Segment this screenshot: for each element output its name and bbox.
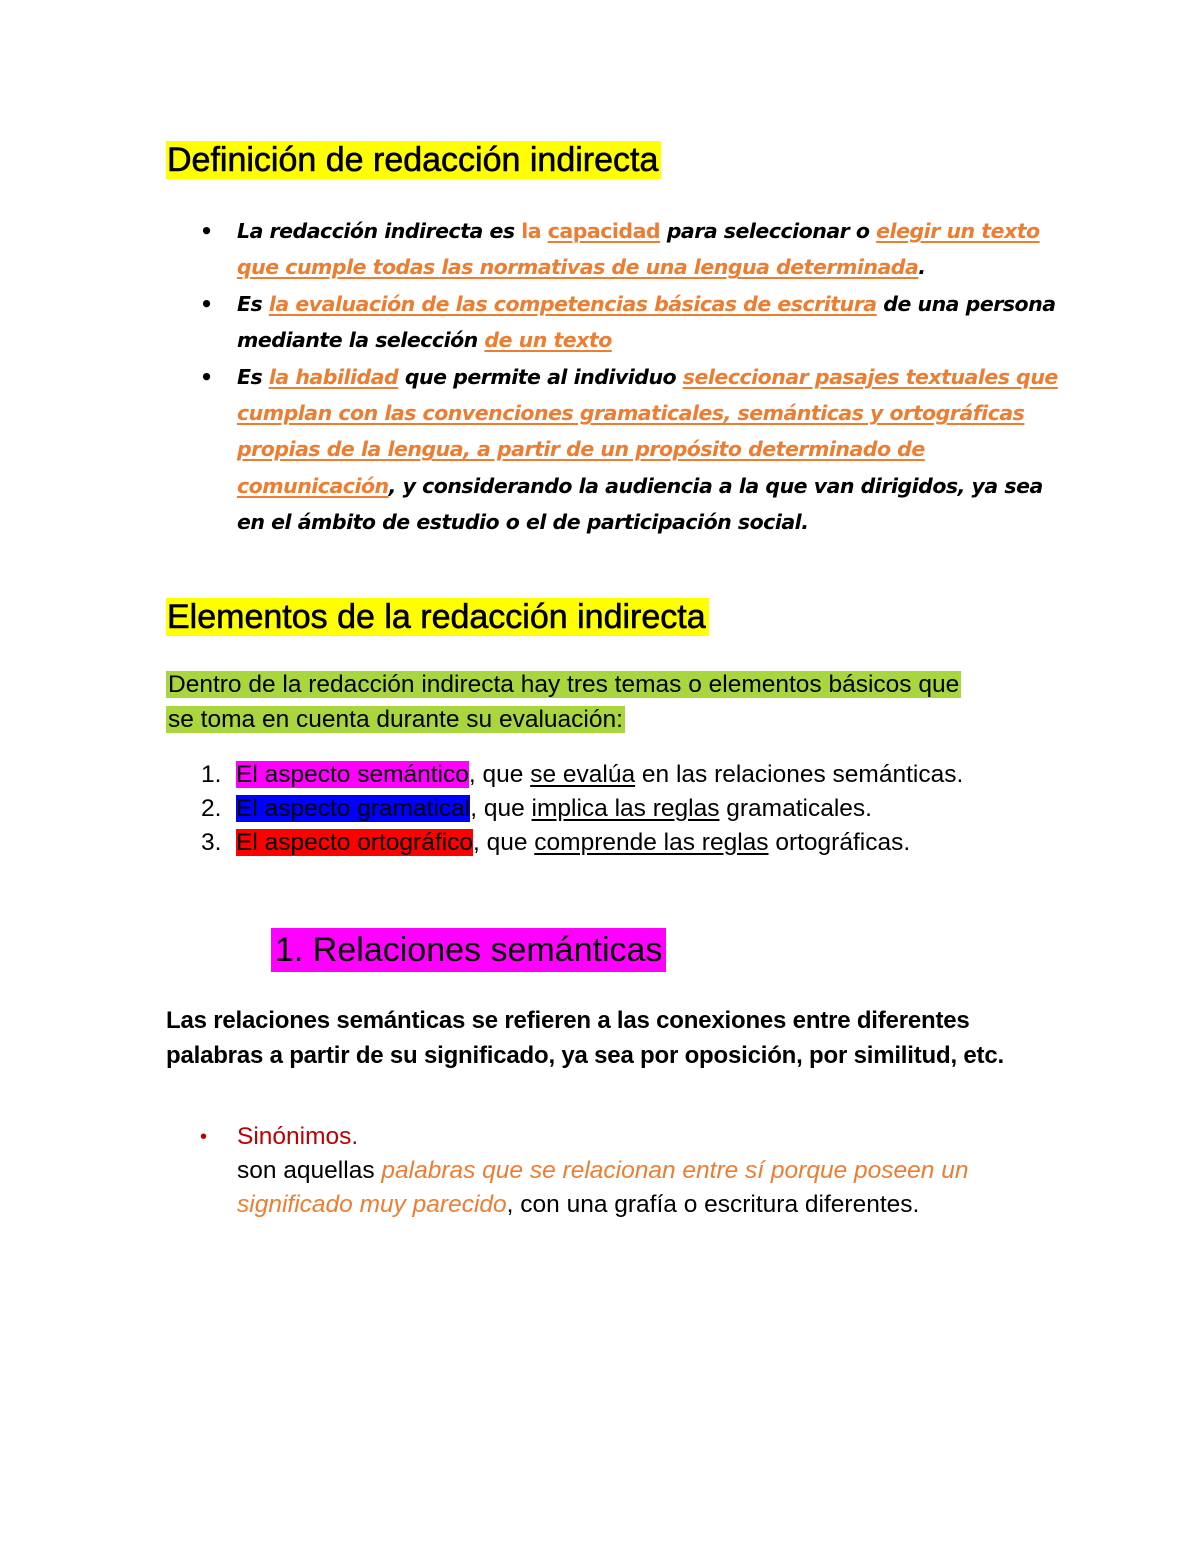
relations-list	[166, 1120, 1066, 1222]
text-run: para seleccionar o	[660, 219, 877, 243]
text-run: gramaticales.	[719, 795, 872, 822]
text-run: elegir un texto que cumple todas las normativas de una lengua determinada	[237, 219, 1040, 280]
term: Sinónimos.	[237, 1123, 359, 1150]
list-number: 3.	[201, 829, 222, 856]
text-run: implica las reglas	[531, 795, 720, 822]
text-run: palabras que se relacionan entre sí porque poseen un significado muy parecido	[237, 1157, 969, 1218]
text-run: seleccionar pasajes textuales que cumplan con las convenciones gramaticales, semánticas y ortográficas propias de la lengua, a partir de un propósito determinado de comunicación	[237, 364, 1058, 498]
text-run	[541, 219, 548, 243]
text-run: en las relaciones semánticas.	[635, 761, 964, 788]
aspect-label: El aspecto ortográfico	[236, 829, 473, 856]
section-title-definicion	[166, 138, 661, 182]
bullet-icon: •	[200, 1126, 208, 1148]
aspect-label: El aspecto semántico	[236, 761, 469, 788]
list-number: 2.	[201, 795, 222, 822]
text-run: comprende las reglas	[534, 829, 769, 856]
text-run: , que	[470, 795, 532, 822]
text-run: de un texto	[484, 328, 612, 353]
elements-intro	[166, 667, 966, 737]
elements-list	[166, 758, 1066, 860]
list-item	[200, 286, 1060, 359]
relations-intro: Las relaciones semánticas se refieren a las conexiones entre diferentes palabras a partir de su significado, ya sea por oposición, por similitud, etc.	[166, 1007, 1004, 1069]
aspect-label: El aspecto gramatical	[236, 795, 471, 822]
list-number: 1.	[201, 761, 222, 788]
section-title-elementos	[166, 595, 709, 639]
text-run: , y considerando la audiencia a la que van dirigidos, ya sea en el ámbito de estudio o el de participación social.	[237, 473, 1043, 535]
text-run: Es	[237, 291, 269, 316]
list-item	[166, 1120, 1066, 1222]
list-item	[166, 826, 1066, 860]
text-run: , con una grafía o escritura diferentes.	[506, 1191, 920, 1218]
intro-highlight: Dentro de la redacción indirecta hay tres temas o elementos básicos que se toma en cuenta durante su evaluación:	[168, 671, 960, 733]
text-run: la evaluación de las competencias básicas de escritura	[268, 291, 877, 316]
text-run: se evalúa	[530, 761, 636, 788]
text-run: la	[521, 219, 542, 243]
definition-list	[200, 213, 1060, 541]
text-run: La redacción indirecta es	[237, 219, 522, 243]
section-title-relaciones: 1. Relaciones semánticas	[271, 928, 666, 972]
text-run: capacidad	[547, 219, 661, 243]
text-run: .	[918, 255, 926, 280]
text-run: , que	[472, 829, 535, 856]
text-run: de una persona mediante la selección	[237, 291, 1056, 353]
title-highlight: Elementos de la redacción indirecta	[166, 598, 709, 636]
title-highlight: Definición de redacción indirecta	[166, 141, 661, 179]
list-item	[200, 359, 1060, 541]
text-run: Es	[237, 364, 269, 389]
text-run: , que	[468, 761, 531, 788]
text-run: son aquellas	[237, 1157, 382, 1184]
text-run: ortográficas.	[768, 829, 911, 856]
text-run: la habilidad	[268, 364, 399, 389]
list-item	[200, 213, 1060, 286]
list-item	[166, 792, 1066, 826]
list-item	[166, 758, 1066, 792]
text-run: que permite al individuo	[398, 364, 683, 389]
